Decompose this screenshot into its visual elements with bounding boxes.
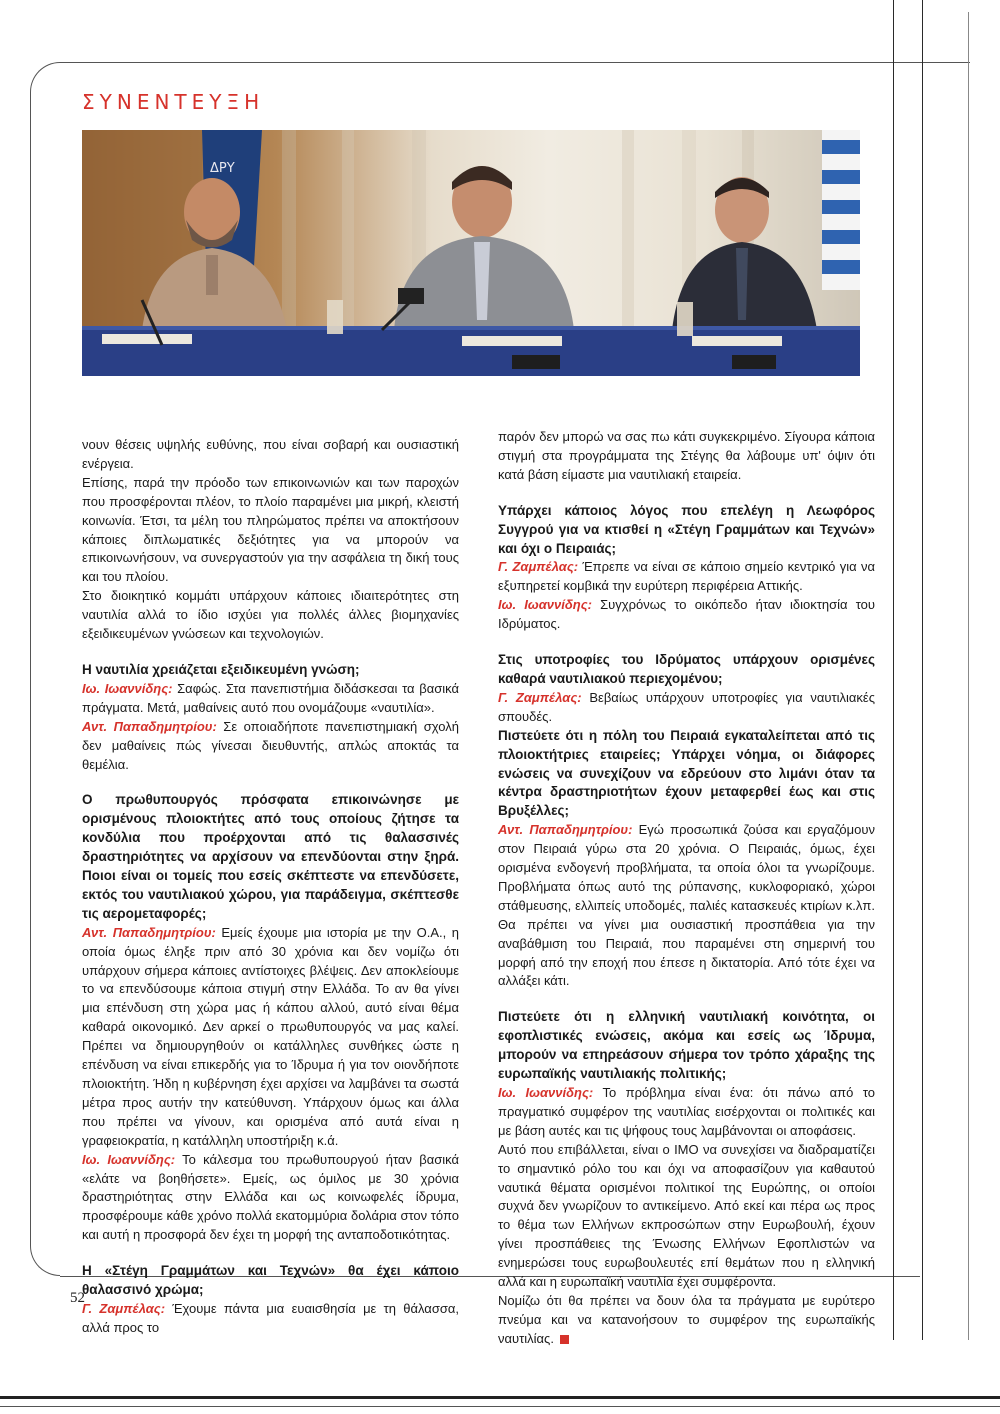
interview-answer bbox=[82, 1300, 459, 1338]
interview-question: Η ναυτιλία χρειάζεται εξειδικευμένη γνώση; bbox=[82, 661, 360, 677]
margin-rule-1 bbox=[893, 0, 894, 1340]
answer-text: Εγώ προσωπικά ζούσα και εργαζόμουν στον Πειραιά γύρω στα 20 χρόνια. Ο Πειραιάς, όμως, έχει ορισμένα ενδογενή προβλήματα, τα οποία όλοι τα γνωρίζουμε. Προβλήματα όπως αυτό της ρύπανσης, κυκλοφοριακό, χώροι στάθμευσης, ελλιπείς υποδομές, παλιές κατασκευές κτιρίων κ.λπ. Θα πρέπει να γίνει μια ουσιαστική προσπάθεια για την αναβάθμιση του Πειραιά, που παραμένει στη σημερινή του μορφή από την εποχή που έπεσε η δικτατορία. Από τότε έχει να αλλάξει κάτι. bbox=[498, 822, 875, 989]
interview-question: Υπάρχει κάποιος λόγος που επελέγη η Λεωφόρος Συγγρού για να κτισθεί η «Στέγη Γραμμάτων και Τεχνών» και όχι ο Πειραιάς; bbox=[498, 502, 875, 556]
interview-question: Στις υποτροφίες του Ιδρύματος υπάρχουν ορισμένες καθαρά ναυτιλιακού περιεχομένου; bbox=[498, 652, 875, 686]
speaker-name: Ιω. Ιωαννίδης: bbox=[82, 680, 173, 696]
speaker-name: Ιω. Ιωαννίδης: bbox=[498, 1085, 594, 1100]
answer-text: Το πρόβλημα είναι ένα: ότι πάνω από το πραγματικό συμφέρον της ναυτιλίας εισέρχονται οι πολιτικές και με βάση αυτές και τις ψήφους τους λαμβάνονται οι αποφάσεις. bbox=[498, 1085, 875, 1138]
end-of-article-mark bbox=[560, 1335, 569, 1344]
section-title: ΣΥΝΕΝΤΕΥΞΗ bbox=[82, 90, 265, 114]
flag-text: ΔΡΥ bbox=[210, 161, 235, 176]
body-paragraph bbox=[82, 587, 459, 644]
speaker-name: Γ. Ζαμπέλας: bbox=[498, 689, 582, 705]
interview-answer bbox=[498, 821, 875, 991]
interview-question: Η «Στέγη Γραμμάτων και Τεχνών» θα έχει κάποιο θαλασσινό χρώμα; bbox=[82, 1263, 459, 1298]
answer-text: Εμείς έχουμε μια ιστορία με την Ο.Α., η οποία όμως έληξε πριν από 30 χρόνια και δεν νομίζω ότι υπάρχουν σήμερα κάποιες αντίστοιχες βλέψεις. Δεν αποκλείουμε το να επενδύσουμε κάποια στιγμή στην Ελλάδα. Το αν θα γίνει μια επένδυση στη χώρα μας ή κάπου αλλού, αυτό είναι θέμα καθαρά οικονομικό. Δεν αρκεί ο πρωθυπουργός να μας καλεί. Πρέπει να δημιουργηθούν οι κατάλληλες συνθήκες ώστε η επένδυση να είναι επικερδής για το Ίδρυμα ή για τον οιονδήποτε πλοιοκτήτη. Ήδη η κυβέρνηση έχει αρχίσει να λαμβάνει τα σωστά μέτρα προς αυτήν την κατεύθυνση. Υπάρχουν όμως και άλλα που πρέπει να γίνουν, και ορισμένα από αυτά είναι η γραφειοκρατία, η κατάλληλη υποστήριξη κ.ά. bbox=[82, 924, 460, 1148]
frame-top-rule bbox=[60, 62, 970, 63]
answer-text: Σαφώς. Στα πανεπιστήμια διδάσκεσαι τα βασικά πράγματα. Μετά, μαθαίνεις αυτό που ονομάζουμε «ναυτιλία». bbox=[82, 680, 459, 715]
interview-question: Πιστεύετε ότι η ελληνική ναυτιλιακή κοινότητα, οι εφοπλιστικές ενώσεις, ακόμα και εσείς ως Ίδρυμα, μπορούν να επηρεάσουν σήμερα τον τρόπο χάραξης της ευρωπαϊκής ναυτιλιακής πολιτικής; bbox=[498, 1009, 875, 1082]
margin-rule-3 bbox=[968, 12, 969, 1340]
speaker-name: Αντ. Παπαδημητρίου: bbox=[498, 822, 633, 838]
body-paragraph bbox=[82, 436, 459, 474]
body-paragraph bbox=[498, 428, 875, 485]
interview-answer bbox=[498, 596, 875, 634]
interview-answer bbox=[82, 1151, 459, 1246]
body-paragraph bbox=[82, 474, 459, 587]
interview-question: Ο πρωθυπουργός πρόσφατα επικοινώνησε με ορισμένους πλοιοκτήτες από τους οποίους ζήτησε τα κονδύλια που προέρχονται από τις θαλασσινές δραστηριότητες να αρχίσουν να επενδύονται στην ξηρά. Ποιοι είναι οι τομείς που εσείς σκέπτεστε να επενδύσετε, εκτός του ναυτιλιακού χώρου, για παράδειγμα, σκέπτεσθε τις αερομεταφορές; bbox=[82, 792, 459, 921]
bottom-bar bbox=[0, 1396, 1000, 1399]
paragraph-text: παρόν δεν μπορώ να σας πω κάτι συγκεκριμένο. Σίγουρα κάποια στιγμή στα προγράμματα της Στέγης θα λάβουμε υπ' όψιν ότι κατά βάση είμαστε μια ναυτιλιακή εταιρεία. bbox=[498, 429, 875, 482]
paragraph-text: νουν θέσεις υψηλής ευθύνης, που είναι σοβαρή και ουσιαστική ενέργεια. bbox=[82, 437, 459, 471]
page-frame-left bbox=[30, 62, 60, 1276]
interview-answer bbox=[82, 718, 459, 775]
interview-answer bbox=[498, 1084, 875, 1141]
bottom-bar-thin bbox=[0, 1406, 1000, 1407]
page-number: 52 bbox=[70, 1290, 85, 1306]
answer-text: Συγχρόνως το οικόπεδο ήταν ιδιοκτησία του Ιδρύματος. bbox=[498, 597, 875, 632]
interview-answer bbox=[498, 689, 875, 727]
paragraph-text: Αυτό που επιβάλλεται, είναι ο ΙΜΟ να συνεχίσει να διαδραματίζει το σημαντικό ρόλο του και όχι να αποφασίζουν για καθαυτού ναυτικά θέματα ορισμένοι πολιτικοί της Ευρώπης, οι οποίοι συχνά δεν γνωρίζουν το αντικείμενο. Από εκεί και πέρα ως προς το θέμα των Ελλήνων εκπροσώπων στην Ευρωβουλή, έχουν γίνει προσπάθειες της Ένωσης Ελλήνων Εφοπλιστών να ενημερώσει τους ευρωβουλευτές επί θεμάτων που η ελληνική αλλά και η ευρωπαϊκή ναυτιλία έχει συμφέροντα. bbox=[498, 1141, 875, 1290]
speaker-name: Γ. Ζαμπέλας: bbox=[498, 559, 579, 575]
speaker-name: Αντ. Παπαδημητρίου: bbox=[82, 718, 217, 734]
paragraph-text: Επίσης, παρά την πρόοδο των επικοινωνιών και των παροχών που προσφέρονται πλέον, το πλοίο παραμένει μια μικρή, κλειστή κοινωνία. Έτσι, τα μέλη του πληρώματος πρέπει να αποκτήσουν κάποιες διπλωματικές δεξιότητες για να μπορούν να επικοινωνήσουν, να συνεργαστούν για την ασφάλεια τη δική τους και του πλοίου. bbox=[82, 474, 459, 585]
interview-answer bbox=[498, 558, 875, 596]
interview-question: Πιστεύετε ότι η πόλη του Πειραιά εγκαταλείπεται από τις πλοιοκτήτριες εταιρείες; Υπάρχει νόημα, οι διάφορες ενώσεις να συνεχίζουν να εδρεύουν στο λιμάνι όταν τα κέντρα δραστηριοτήτων έχουν μεταφερθεί έως και στις Βρυξέλλες; bbox=[498, 727, 875, 819]
speaker-name: Ιω. Ιωαννίδης: bbox=[82, 1151, 176, 1167]
answer-text: Σε οποιαδήποτε πανεπιστημιακή σχολή δεν μαθαίνεις πώς γίνεσαι διευθυντής, απλώς αποκτάς τα θεμέλια. bbox=[82, 718, 459, 772]
interview-answer bbox=[82, 924, 459, 1151]
margin-rule-2 bbox=[922, 0, 923, 1340]
body-paragraph bbox=[498, 1292, 875, 1349]
answer-text: Το κάλεσμα του πρωθυπουργού ήταν βασικά «ελάτε να βοηθήσετε». Εμείς, ως όμιλος με 30 χρόνια δραστηριότητας στην Ελλάδα και ως κοινωφελές ίδρυμα, προσφέρουμε κάθε χρόνο πολλά εκατομμύρια δολάρια στον τόπο και αυτή η προσφορά δεν έχει τη μορφή της ανταποδοτικότητας. bbox=[82, 1151, 460, 1243]
left-column bbox=[82, 436, 459, 1338]
paragraph-text: Νομίζω ότι θα πρέπει να δουν όλα τα πράγματα με ευρύτερο πνεύμα και να κατανοήσουν το συμφέρον της ευρωπαϊκής ναυτιλίας. bbox=[498, 1292, 875, 1346]
interview-answer bbox=[82, 680, 459, 718]
speaker-name: Γ. Ζαμπέλας: bbox=[82, 1300, 166, 1316]
right-column bbox=[498, 428, 875, 1349]
photo-illustration bbox=[82, 130, 860, 376]
answer-text: Έχουμε πάντα μια ευαισθησία με τη θάλασσα, αλλά προς το bbox=[82, 1300, 459, 1335]
body-paragraph bbox=[498, 1141, 875, 1292]
press-conference-photo bbox=[82, 130, 860, 376]
answer-text: Έπρεπε να είναι σε κάποιο σημείο κεντρικό για να εξυπηρετεί κομβικά την ευρύτερη περιφέρεια Αττικής. bbox=[498, 559, 875, 594]
paragraph-text: Στο διοικητικό κομμάτι υπάρχουν κάποιες ιδιαιτερότητες στη ναυτιλία αλλά το ίδιο ισχύει για πολλές άλλες βιομηχανίες εξειδικευμένων γνώσεων και τεχνολογιών. bbox=[82, 588, 459, 642]
speaker-name: Ιω. Ιωαννίδης: bbox=[498, 597, 592, 613]
speaker-name: Αντ. Παπαδημητρίου: bbox=[82, 924, 216, 940]
answer-text: Βεβαίως υπάρχουν υποτροφίες για ναυτιλιακές σπουδές. bbox=[498, 689, 875, 724]
